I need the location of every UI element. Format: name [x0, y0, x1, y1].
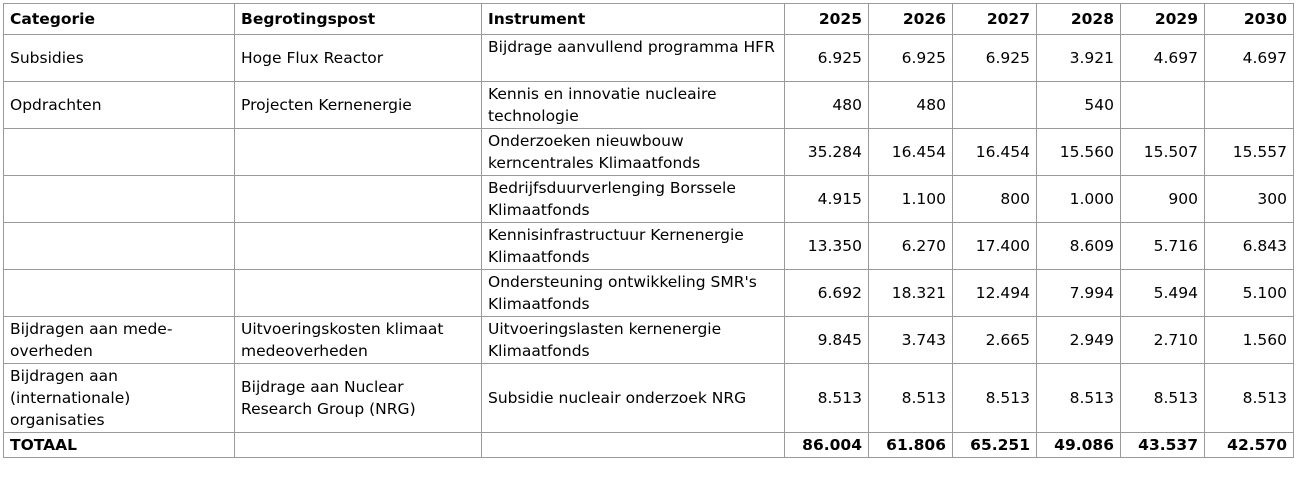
- cell-2026: 16.454: [869, 129, 953, 176]
- table-row: [4, 270, 1294, 317]
- cell-begrotingspost: [235, 176, 482, 223]
- cell-2027: [953, 82, 1037, 129]
- cell-instrument: Kennis en innovatie nucleaire technologie: [482, 82, 785, 129]
- cell-2025: 9.845: [785, 317, 869, 364]
- cell-2029: 15.507: [1121, 129, 1205, 176]
- cell-instrument: Onderzoeken nieuwbouw kerncentrales Klimaatfonds: [482, 129, 785, 176]
- cell-categorie: Subsidies: [4, 35, 235, 82]
- cell-2027: 8.513: [953, 364, 1037, 433]
- cell-2030: 300: [1205, 176, 1294, 223]
- cell-2025: 8.513: [785, 364, 869, 433]
- cell-begrotingspost: Uitvoeringskosten klimaat medeoverheden: [235, 317, 482, 364]
- cell-2030: 15.557: [1205, 129, 1294, 176]
- table-row: [4, 35, 1294, 82]
- table-row: [4, 176, 1294, 223]
- header-instrument: Instrument: [482, 4, 785, 35]
- cell-2025: 6.692: [785, 270, 869, 317]
- cell-2026: 8.513: [869, 364, 953, 433]
- cell-2027: 12.494: [953, 270, 1037, 317]
- cell-2029: 5.716: [1121, 223, 1205, 270]
- cell-instrument: Uitvoeringslasten kernenergie Klimaatfonds: [482, 317, 785, 364]
- cell-2030: 8.513: [1205, 364, 1294, 433]
- cell-begrotingspost: Hoge Flux Reactor: [235, 35, 482, 82]
- cell-2026: 6.925: [869, 35, 953, 82]
- cell-2027: 800: [953, 176, 1037, 223]
- cell-instrument: Bijdrage aanvullend programma HFR: [482, 35, 785, 82]
- cell-2029: 4.697: [1121, 35, 1205, 82]
- total-2030: 42.570: [1205, 433, 1294, 458]
- cell-2026: 1.100: [869, 176, 953, 223]
- cell-2025: 6.925: [785, 35, 869, 82]
- total-empty-cell: [235, 433, 482, 458]
- cell-2028: 3.921: [1037, 35, 1121, 82]
- table-row: [4, 364, 1294, 433]
- total-empty-cell: [482, 433, 785, 458]
- header-2029: 2029: [1121, 4, 1205, 35]
- total-2026: 61.806: [869, 433, 953, 458]
- cell-categorie: [4, 270, 235, 317]
- total-2029: 43.537: [1121, 433, 1205, 458]
- header-2025: 2025: [785, 4, 869, 35]
- cell-categorie: [4, 176, 235, 223]
- cell-2030: 5.100: [1205, 270, 1294, 317]
- cell-2029: [1121, 82, 1205, 129]
- cell-2027: 6.925: [953, 35, 1037, 82]
- cell-2030: 1.560: [1205, 317, 1294, 364]
- cell-2028: 15.560: [1037, 129, 1121, 176]
- total-2027: 65.251: [953, 433, 1037, 458]
- cell-instrument: Bedrijfsduurverlenging Borssele Klimaatfonds: [482, 176, 785, 223]
- header-row: [4, 4, 1294, 35]
- cell-2027: 16.454: [953, 129, 1037, 176]
- cell-2026: 480: [869, 82, 953, 129]
- cell-categorie: [4, 129, 235, 176]
- cell-2029: 5.494: [1121, 270, 1205, 317]
- total-2025: 86.004: [785, 433, 869, 458]
- cell-2028: 7.994: [1037, 270, 1121, 317]
- cell-instrument: Subsidie nucleair onderzoek NRG: [482, 364, 785, 433]
- cell-2025: 4.915: [785, 176, 869, 223]
- cell-2026: 6.270: [869, 223, 953, 270]
- cell-2029: 900: [1121, 176, 1205, 223]
- cell-2030: 6.843: [1205, 223, 1294, 270]
- cell-2027: 2.665: [953, 317, 1037, 364]
- cell-2028: 8.513: [1037, 364, 1121, 433]
- cell-categorie: Opdrachten: [4, 82, 235, 129]
- cell-begrotingspost: Bijdrage aan Nuclear Research Group (NRG): [235, 364, 482, 433]
- table-row: [4, 129, 1294, 176]
- cell-categorie: [4, 223, 235, 270]
- header-2028: 2028: [1037, 4, 1121, 35]
- cell-2029: 2.710: [1121, 317, 1205, 364]
- cell-2028: 8.609: [1037, 223, 1121, 270]
- table-row: [4, 223, 1294, 270]
- cell-2025: 13.350: [785, 223, 869, 270]
- cell-2030: [1205, 82, 1294, 129]
- table-row: [4, 317, 1294, 364]
- total-row: [4, 433, 1294, 458]
- header-begrotingspost: Begrotingspost: [235, 4, 482, 35]
- cell-begrotingspost: Projecten Kernenergie: [235, 82, 482, 129]
- budget-table: [3, 3, 1294, 458]
- header-2030: 2030: [1205, 4, 1294, 35]
- header-categorie: Categorie: [4, 4, 235, 35]
- header-2026: 2026: [869, 4, 953, 35]
- cell-2028: 2.949: [1037, 317, 1121, 364]
- header-2027: 2027: [953, 4, 1037, 35]
- cell-categorie: Bijdragen aan mede-overheden: [4, 317, 235, 364]
- total-2028: 49.086: [1037, 433, 1121, 458]
- table-row: [4, 82, 1294, 129]
- cell-2028: 1.000: [1037, 176, 1121, 223]
- cell-2025: 480: [785, 82, 869, 129]
- cell-2026: 18.321: [869, 270, 953, 317]
- cell-begrotingspost: [235, 223, 482, 270]
- cell-2025: 35.284: [785, 129, 869, 176]
- cell-2030: 4.697: [1205, 35, 1294, 82]
- cell-instrument: Kennisinfrastructuur Kernenergie Klimaatfonds: [482, 223, 785, 270]
- cell-2028: 540: [1037, 82, 1121, 129]
- cell-begrotingspost: [235, 270, 482, 317]
- cell-categorie: Bijdragen aan (internationale) organisaties: [4, 364, 235, 433]
- cell-2029: 8.513: [1121, 364, 1205, 433]
- cell-2026: 3.743: [869, 317, 953, 364]
- total-label: TOTAAL: [4, 433, 235, 458]
- cell-instrument: Ondersteuning ontwikkeling SMR's Klimaatfonds: [482, 270, 785, 317]
- cell-2027: 17.400: [953, 223, 1037, 270]
- cell-begrotingspost: [235, 129, 482, 176]
